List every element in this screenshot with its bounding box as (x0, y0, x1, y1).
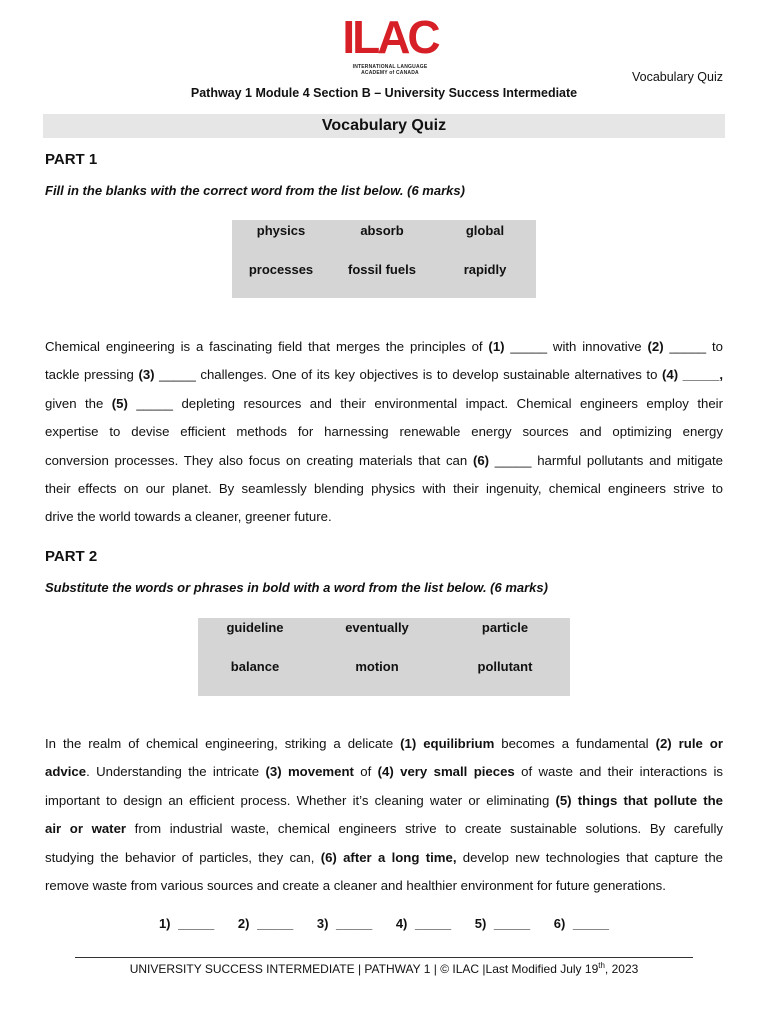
header-quiz-label: Vocabulary Quiz (631, 70, 723, 84)
ilac-logo (340, 11, 440, 76)
part1-instruction: Fill in the blanks with the correct word from the list below. (6 marks) (45, 183, 465, 198)
part1-word-box (232, 220, 536, 298)
paragraph-line: expertise to devise efficient methods for harnessing renewable energy sources and optimizing energy (45, 424, 723, 440)
part2-heading: PART 2 (45, 548, 98, 565)
word-bank-item: pollutant (477, 659, 533, 674)
part2-paragraph (45, 730, 723, 900)
answer-blank-6[interactable]: 6) _____ (553, 916, 610, 931)
word-bank-item: rapidly (463, 262, 507, 277)
page-title: Vocabulary Quiz (43, 114, 725, 138)
paragraph-line: Chemical engineering is a fascinating field that merges the principles of (1) _____ with innovative (2) _____ to (45, 339, 723, 354)
paragraph-line: air or water from industrial waste, chemical engineers strive to create sustainable solutions. By carefully (45, 821, 723, 837)
answer-blanks (0, 916, 768, 931)
paragraph-line: tackle pressing (3) _____ challenges. One of its key objectives is to develop sustainable alternatives to (4) _____, (45, 367, 724, 383)
paragraph-line: advice. Understanding the intricate (3) movement of (4) very small pieces of waste and their interactions is (45, 764, 723, 780)
word-bank-item: motion (355, 659, 399, 674)
word-bank-item: guideline (226, 620, 284, 635)
course-line: Pathway 1 Module 4 Section B – University Success Intermediate (190, 86, 578, 100)
paragraph-line: studying the behavior of particles, they can, (6) after a long time, develop new technologies that capture the (45, 849, 723, 865)
paragraph-line: remove waste from various sources and create a cleaner and healthier environment for future generations. (45, 878, 666, 894)
paragraph-line: important to design an efficient process. Whether it’s cleaning water or eliminating (5) things that pollute the (45, 792, 723, 808)
logo-wordmark: ILAC (342, 11, 438, 63)
paragraph-line: their effects on our planet. By seamlessly blending physics with their ingenuity, chemical engineers strive to (45, 481, 723, 497)
paragraph-line: conversion processes. They also focus on creating materials that can (6) _____ harmful pollutants and mitigate (45, 452, 723, 468)
part2-word-box (198, 618, 570, 696)
answer-blank-2[interactable]: 2) _____ (237, 916, 294, 931)
footer: UNIVERSITY SUCCESS INTERMEDIATE | PATHWAY 1 | © ILAC |Last Modified July 19th, 2023 (129, 961, 639, 976)
paragraph-line: drive the world towards a cleaner, greener future. (45, 509, 332, 525)
paragraph-line: given the (5) _____ depleting resources and their environmental impact. Chemical engineers employ their (45, 395, 724, 411)
word-bank-item: global (465, 223, 505, 238)
logo-subtitle: INTERNATIONAL LANGUAGE ACADEMY of CANADA (352, 64, 428, 76)
part1-heading: PART 1 (45, 151, 98, 168)
word-bank-item: eventually (345, 620, 409, 635)
answer-blank-3[interactable]: 3) _____ (316, 916, 373, 931)
answer-blank-1[interactable]: 1) _____ (158, 916, 215, 931)
part1-paragraph (45, 333, 723, 532)
answer-blank-4[interactable]: 4) _____ (395, 916, 452, 931)
word-bank-item: processes (248, 262, 314, 277)
footer-divider (75, 957, 693, 958)
word-bank-item: balance (230, 659, 280, 674)
word-bank-item: physics (256, 223, 306, 238)
answer-blank-5[interactable]: 5) _____ (474, 916, 531, 931)
part2-instruction: Substitute the words or phrases in bold with a word from the list below. (6 marks) (45, 580, 548, 595)
word-bank-item: particle (481, 620, 529, 635)
word-bank-item: fossil fuels (348, 262, 416, 277)
paragraph-line: In the realm of chemical engineering, striking a delicate (1) equilibrium becomes a fundamental (2) rule or (45, 736, 723, 751)
word-bank-item: absorb (360, 223, 404, 238)
